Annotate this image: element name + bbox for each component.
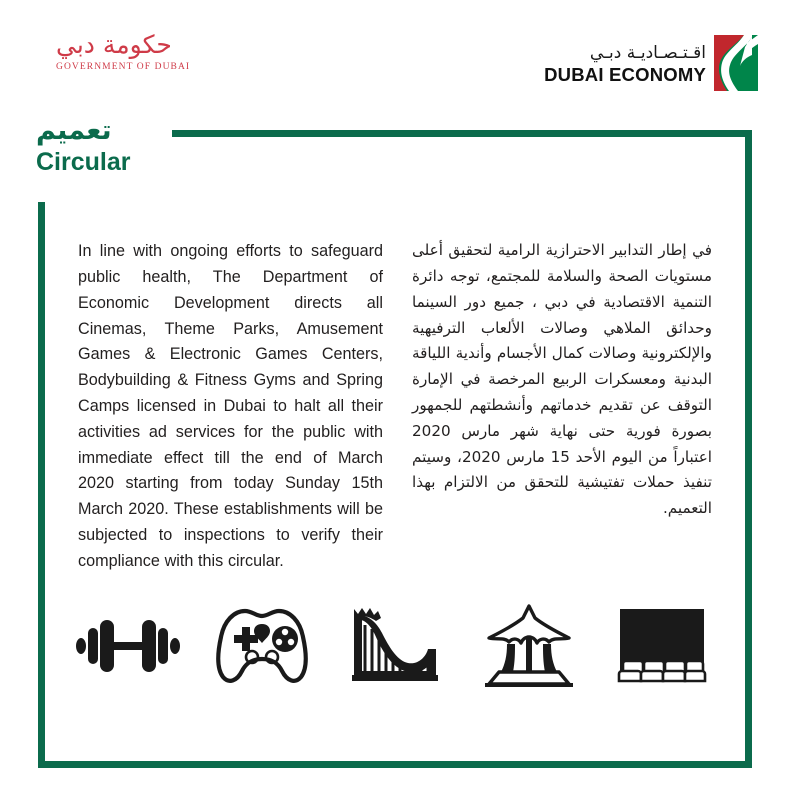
- cinema-screen-icon: [608, 598, 716, 694]
- roller-coaster-icon: [341, 598, 449, 694]
- dubai-economy-english-label: DUBAI ECONOMY: [544, 63, 706, 85]
- government-of-dubai-arabic-script: حكومة دبي: [56, 30, 172, 59]
- dubai-economy-emblem-icon: [714, 35, 758, 91]
- carousel-icon: [475, 598, 583, 694]
- circular-title-english: Circular: [36, 148, 131, 176]
- dubai-economy-arabic-label: اقـتـصـاديـة دبـي: [589, 42, 706, 63]
- dubai-economy-logo: [544, 34, 758, 92]
- dumbbell-icon: [74, 598, 182, 694]
- circular-body-english: In line with ongoing efforts to safeguard public health, The Department of Economic Development directs all Cinemas, Theme Parks, Amusement Games & Electronic Games Centers, Bodybuilding & Fitness Gyms and Spring Camps licensed in Dubai to halt all their activities ad services for the public with immediate effect till the end of March 2020 starting from today Sunday 15th March 2020. These establishments will be subjected to inspections to verify their compliance with this circular.: [78, 242, 383, 570]
- circular-title-arabic: تعميم: [36, 115, 112, 146]
- government-of-dubai-logo: [36, 30, 246, 92]
- page-header: [0, 0, 792, 110]
- dubai-economy-wordmark: [544, 42, 706, 85]
- bilingual-columns: [78, 223, 712, 591]
- circular-title-block: [36, 116, 172, 177]
- government-of-dubai-english-label: GOVERNMENT OF DUBAI: [56, 62, 191, 72]
- affected-sectors-icon-row: [74, 598, 716, 694]
- circular-content: [38, 130, 752, 768]
- game-controller-icon: [208, 598, 316, 694]
- circular-body-arabic: في إطار التدابير الاحترازية الرامية لتحقيق أعلى مستويات الصحة والسلامة للمجتمع، توجه دائرة التنمية الاقتصادية في دبي ، جميع دور السينما وحدائق الملاهي وصالات الألعاب الترفيهية والإلكترونية وصالات كمال الأجسام وأندية اللياقة البدنية ومعسكرات الربيع المرخصة في الإمارة التوقف عن تقديم خدماتهم وأنشطتهم للجمهور بصورة فورية حتى نهاية شهر مارس 2020 اعتباراً من اليوم الأحد 15 مارس 2020، وسيتم تنفيذ حملات تفتيشية للتحقق من الالتزام بهذا التعميم.: [412, 241, 712, 518]
